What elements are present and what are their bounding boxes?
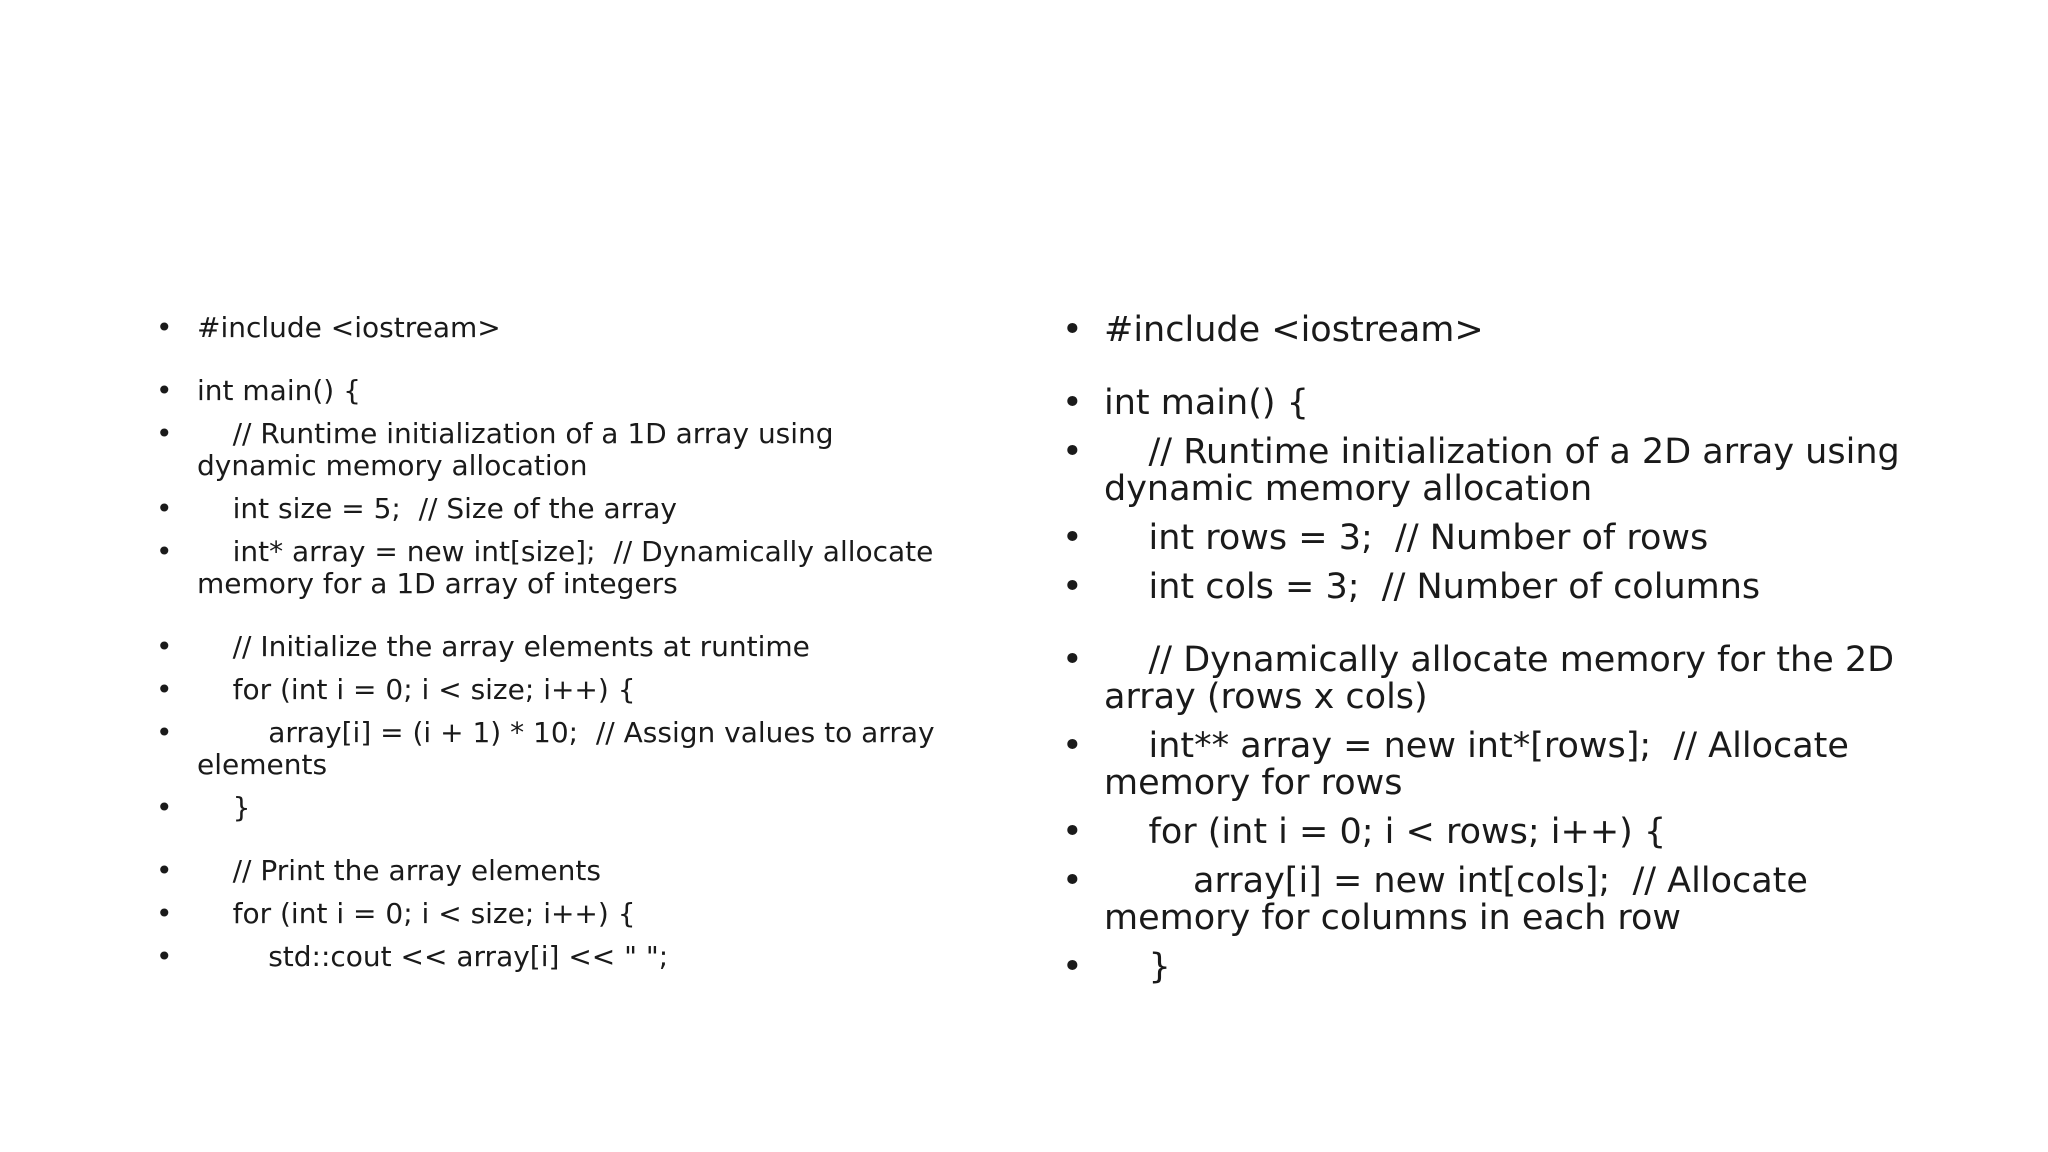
code-line: • std::cout << array[i] << " "; bbox=[156, 941, 956, 973]
code-line: • int** array = new int*[rows]; // Allocate memory for rows bbox=[1062, 728, 1932, 802]
right-code-list bbox=[1062, 312, 1932, 998]
code-line: • int main() { bbox=[1062, 385, 1932, 422]
code-line: • int main() { bbox=[156, 375, 956, 407]
code-line: • // Runtime initialization of a 2D array using dynamic memory allocation bbox=[1062, 434, 1932, 508]
code-line: • #include <iostream> bbox=[156, 312, 956, 344]
left-code-list bbox=[156, 312, 956, 984]
code-line: • for (int i = 0; i < rows; i++) { bbox=[1062, 814, 1932, 851]
code-line: • int* array = new int[size]; // Dynamically allocate memory for a 1D array of integers bbox=[156, 536, 956, 600]
code-line: • int cols = 3; // Number of columns bbox=[1062, 569, 1932, 606]
code-line: • // Runtime initialization of a 1D array using dynamic memory allocation bbox=[156, 418, 956, 482]
code-line: • for (int i = 0; i < size; i++) { bbox=[156, 674, 956, 706]
code-line: • for (int i = 0; i < size; i++) { bbox=[156, 898, 956, 930]
code-line: • int rows = 3; // Number of rows bbox=[1062, 520, 1932, 557]
code-line: • // Initialize the array elements at runtime bbox=[156, 631, 956, 663]
code-line: • } bbox=[156, 792, 956, 824]
code-line: • array[i] = (i + 1) * 10; // Assign values to array elements bbox=[156, 717, 956, 781]
code-line: • array[i] = new int[cols]; // Allocate memory for columns in each row bbox=[1062, 863, 1932, 937]
code-line: • } bbox=[1062, 949, 1932, 986]
code-line: • // Print the array elements bbox=[156, 855, 956, 887]
code-line: • int size = 5; // Size of the array bbox=[156, 493, 956, 525]
code-line: • #include <iostream> bbox=[1062, 312, 1932, 349]
code-line: • // Dynamically allocate memory for the 2D array (rows x cols) bbox=[1062, 642, 1932, 716]
